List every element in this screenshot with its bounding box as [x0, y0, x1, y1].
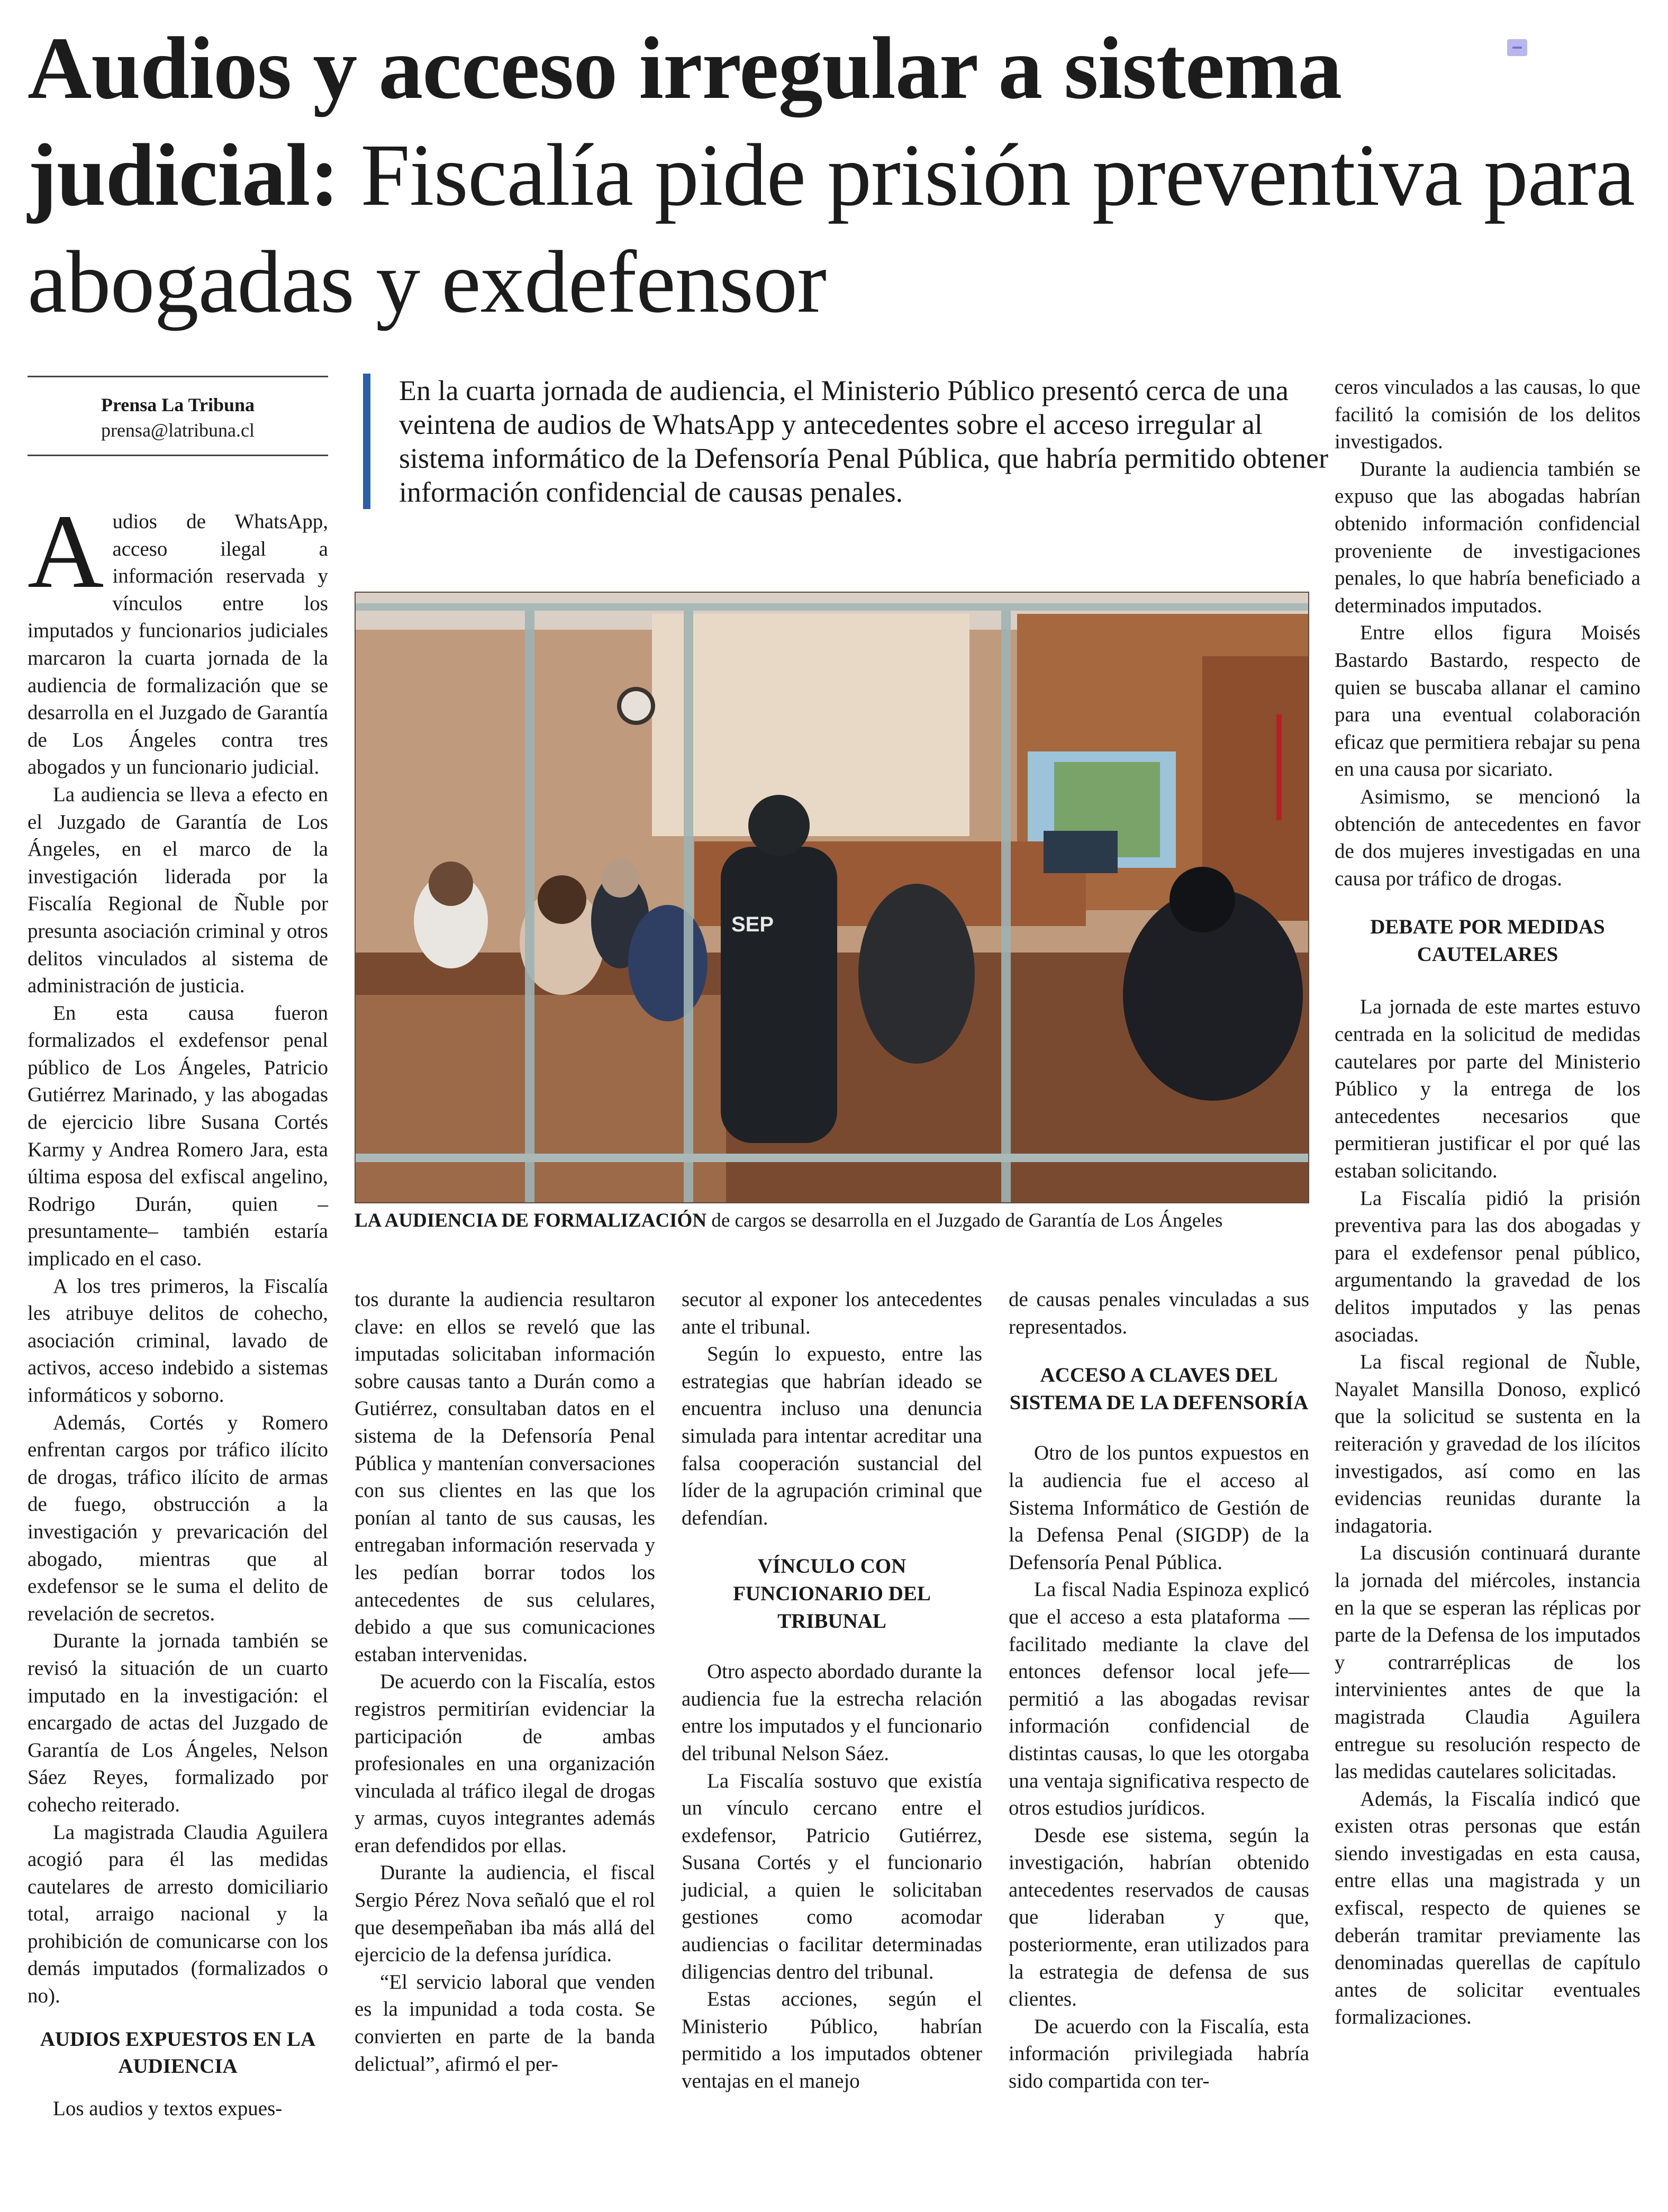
col4-subhead: ACCESO A CLAVES DEL SISTEMA DE LA DEFENSORÍA [1009, 1364, 1309, 1414]
photo-caption [355, 1209, 1307, 1233]
col3-paragraph-1: secutor al exponer los antecedentes ante el tribunal. [682, 1288, 982, 1338]
headline-regular: Fiscalía pide prisión preventiva para abogadas y exdefensor [28, 126, 1635, 331]
col1-paragraph-6: Durante la jornada también se revisó la situación de un cuarto imputado en la investigación: el encargado de actas del Juzgado de Garantía de Los Ángeles, Nelson Sáez Reyes, formalizado por cohecho reiterado. [28, 1629, 328, 1816]
col5-paragraph-8: La discusión continuará durante la jornada del miércoles, instancia en la que se esperan las réplicas por parte de la Defensa de los imputados y contrarréplicas de los intervinientes antes de que la magistrada Claudia Aguilera entregue su resolución respecto de las medidas cautelares solicitadas. [1335, 1542, 1640, 1783]
col4-paragraph-5: De acuerdo con la Fiscalía, esta información privilegiada habría sido compartida con ter- [1009, 2015, 1309, 2093]
col1-paragraph-7: La magistrada Claudia Aguilera acogió para él las medidas cautelares de arresto domiciliario total, arraigo nacional y la prohibición de comunicarse con los demás imputados (formalizados o no). [28, 1820, 328, 2008]
col2-paragraph-2: De acuerdo con la Fiscalía, estos registros permitirían evidenciar la participación de ambas profesionales en una organización vinculada al tráfico ilegal de drogas y armas, cuyos integrantes además eran defendidos por ellas. [355, 1670, 655, 1857]
lead-paragraph: En la cuarta jornada de audiencia, el Ministerio Público presentó cerca de una veintena de audios de WhatsApp y antecedentes sobre el acceso irregular al sistema informático de la Defensoría Penal Pública, que habría permitido obtener información confidencial de causas penales. [363, 374, 1341, 509]
col5-paragraph-4: Asimismo, se mencionó la obtención de antecedentes en favor de dos mujeres investigadas en una causa por tráfico de drogas. [1335, 785, 1640, 890]
note-marker-icon[interactable] [1507, 39, 1527, 56]
article-column-3 [682, 1286, 982, 2095]
col4-paragraph-3: La fiscal Nadia Espinoza explicó que el acceso a esta plataforma —facilitado mediante la clave del entonces defensor local jefe— permitió a las abogadas revisar información confidencial de distintas causas, lo que les otorgaba una ventaja significativa respecto de otros estudios jurídicos. [1009, 1578, 1309, 1820]
headline [28, 15, 1647, 336]
col4-paragraph-4: Desde ese sistema, según la investigación, habrían obtenido antecedentes reservados de causas que lideraban y que, posteriormente, eran utilizados para la estrategia de defensa de sus clientes. [1009, 1824, 1309, 2011]
col1-paragraph-2: La audiencia se lleva a efecto en el Juzgado de Garantía de Los Ángeles, en el marco de la investigación liderada por la Fiscalía Regional de Ñuble por presunta asociación criminal y otros delitos vinculados al sistema de administración de justicia. [28, 783, 328, 998]
col5-paragraph-6: La Fiscalía pidió la prisión preventiva para las dos abogadas y para el exdefensor penal público, argumentando la gravedad de los delitos imputados y las penas asociadas. [1335, 1186, 1640, 1346]
col2-paragraph-4: “El servicio laboral que venden es la impunidad a toda costa. Se convierten en parte de la banda delictual”, afirmó el per- [355, 1970, 655, 2075]
byline-email: prensa@latribuna.cl [101, 420, 255, 441]
col5-paragraph-9: Además, la Fiscalía indicó que existen otras personas que están siendo investigadas en esta causa, entre ellas una magistrada y un exfiscal, respecto de quienes se deberán tramitar previamente las denominadas querellas de capítulo antes de solicitar eventuales formalizaciones. [1335, 1787, 1640, 2029]
headline-bold: Audios y acceso irregular a sistema judicial: [28, 19, 1342, 224]
caption-strong: LA AUDIENCIA DE FORMALIZACIÓN [355, 1210, 707, 1231]
col3-paragraph-5: Estas acciones, según el Ministerio Público, habrían permitido a los imputados obtener ventajas en el manejo [682, 1988, 982, 2093]
article-column-2 [355, 1286, 655, 2078]
col3-paragraph-4: La Fiscalía sostuvo que existía un vínculo cercano entre el exdefensor, Patricio Gutiérrez, Susana Cortés y el funcionario judicial, a quien le solicitaban gestiones como acomodar audiencias o facilitar determinadas diligencias dentro del tribunal. [682, 1769, 982, 1983]
col1-subhead: AUDIOS EXPUESTOS EN LA AUDIENCIA [40, 2027, 316, 2078]
col2-paragraph-1: tos durante la audiencia resultaron clave: en ellos se reveló que las imputadas solicitaban información sobre causas tanto a Durán como a Gutiérrez, consultaban datos en el sistema de la Defensoría Penal Pública y mantenían conversaciones con sus clientes en las que los ponían al tanto de sus causas, les entregaban información reservada y les pedían borrar todos los antecedentes de sus celulares, debido a que sus comunicaciones estaban intervenidas. [355, 1288, 655, 1666]
col2-paragraph-3: Durante la audiencia, el fiscal Sergio Pérez Nova señaló que el rol que desempeñaban iba más allá del ejercicio de la defensa jurídica. [355, 1861, 655, 1966]
col1-paragraph-3: En esta causa fueron formalizados el exdefensor penal público de Los Ángeles, Patricio Gutiérrez Marinado, y las abogadas de ejercicio libre Susana Cortés Karmy y Andrea Romero Jara, esta última esposa del exfiscal angelino, Rodrigo Durán, quien –presuntamente– también estaría implicado en el caso. [28, 1001, 328, 1271]
caption-rest: de cargos se desarrolla en el Juzgado de Garantía de Los Ángeles [706, 1210, 1223, 1231]
vest-label: SEP [731, 913, 774, 936]
col4-paragraph-1: de causas penales vinculadas a sus representados. [1009, 1288, 1309, 1338]
col5-paragraph-7: La fiscal regional de Ñuble, Nayalet Mansilla Donoso, explicó que la solicitud se sustenta en la reiteración y gravedad de los ilícitos investigados, así como en las evidencias reunidas durante la indagatoria. [1335, 1350, 1640, 1537]
col5-paragraph-5: La jornada de este martes estuvo centrada en la solicitud de medidas cautelares por parte del Ministerio Público y la entrega de los antecedentes necesarios que permitieran justificar el por qué las estaban solicitando. [1335, 995, 1640, 1183]
article-column-4 [1009, 1286, 1309, 2095]
col5-paragraph-2: Durante la audiencia también se expuso que las abogadas habrían obtenido información confidencial proveniente de investigaciones penales, lo que habría beneficiado a determinados imputados. [1335, 457, 1640, 617]
col3-paragraph-2: Según lo expuesto, entre las estrategias que habrían ideado se encuentra incluso una denuncia simulada para intentar acreditar una falsa cooperación sustancial del líder de la agrupación criminal que defendían. [682, 1343, 982, 1529]
byline-author: Prensa La Tribuna [101, 394, 255, 415]
article-column-1 [28, 493, 328, 2122]
col1-paragraph-1: Audios de WhatsApp, acceso ilegal a información reservada y vínculos entre los imputados y funcionarios judiciales marcaron la cuarta jornada de la audiencia de formalización que se desarrolla en el Juzgado de Garantía de Los Ángeles contra tres abogados y un funcionario judicial. [28, 493, 328, 779]
col1-paragraph-8: Los audios y textos expues- [53, 2097, 283, 2120]
courtroom-photo-illustration [356, 593, 1308, 1202]
col1-paragraph-4: A los tres primeros, la Fiscalía les atribuye delitos de cohecho, asociación criminal, lavado de activos, acceso indebido a sistemas informáticos y soborno. [28, 1274, 328, 1407]
article-column-5 [1335, 374, 1640, 2031]
byline [28, 376, 328, 456]
col1-paragraph-5: Además, Cortés y Romero enfrentan cargos por tráfico ilícito de drogas, tráfico ilícito de armas de fuego, obstrucción a la investigación y prevaricación del abogado, mientras que al exdefensor se le suma el delito de revelación de secretos. [28, 1411, 328, 1625]
col4-paragraph-2: Otro de los puntos expuestos en la audiencia fue el acceso al Sistema Informático de Gestión de la Defensa Penal (SIGDP) de la Defensoría Penal Pública. [1009, 1442, 1309, 1574]
col5-subhead: DEBATE POR MEDIDAS CAUTELARES [1370, 915, 1605, 966]
col3-paragraph-3: Otro aspecto abordado durante la audiencia fue la estrecha relación entre los imputados y el funcionario del tribunal Nelson Sáez. [682, 1660, 982, 1765]
drop-cap: A [28, 493, 104, 610]
col5-paragraph-1: ceros vinculados a las causas, lo que facilitó la comisión de los delitos investigados. [1335, 376, 1640, 454]
col3-subhead: VÍNCULO CON FUNCIONARIO DEL TRIBUNAL [733, 1555, 931, 1633]
courtroom-photo [355, 592, 1309, 1203]
col5-paragraph-3: Entre ellos figura Moisés Bastardo Bastardo, respecto de quien se buscaba allanar el camino para una eventual colaboración eficaz que permitiera rebajar su pena en una causa por sicariato. [1335, 621, 1640, 781]
